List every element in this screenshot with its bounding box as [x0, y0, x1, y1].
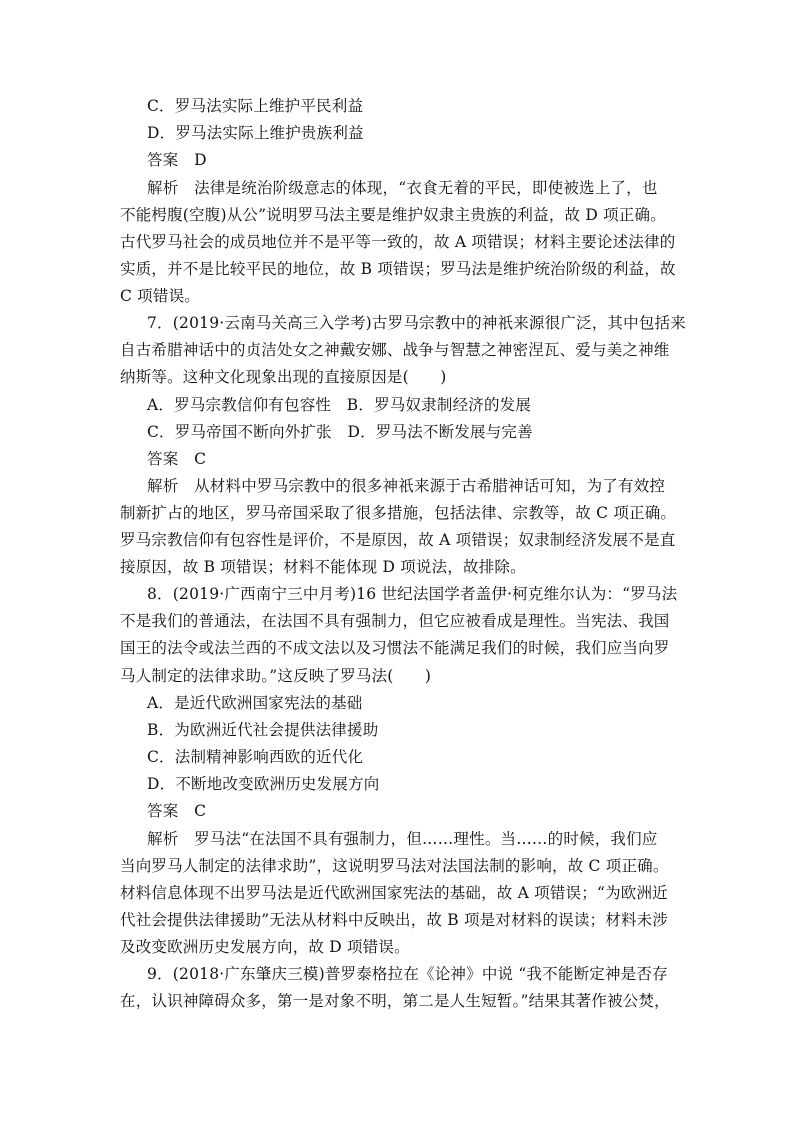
analysis-label: 解析 [147, 830, 179, 848]
q7-analysis-line-3: 罗马宗教信仰有包容性是评价，不是原因，故 A 项错误；奴隶制经济发展不是直 [120, 531, 676, 549]
q8-stem-line-1: 8．(2019·广西南宁三中月考)16 世纪法国学者盖伊·柯克维尔认为：“罗马法 [147, 585, 678, 603]
q7-analysis-line-2: 制新扩占的地区，罗马帝国采取了很多措施，包括法律、宗教等，故 C 项正确。 [120, 504, 677, 522]
q8-analysis-line-5: 及改变欧洲历史发展方向，故 D 项错误。 [120, 938, 410, 956]
answer-label: 答案 [147, 802, 179, 820]
q8-analysis-line-2: 当向罗马人制定的法律求助”，这说明罗马法对法国法制的影响，故 C 项正确。 [120, 857, 669, 875]
q8-stem-line-3: 国王的法令或法兰西的不成文法以及习惯法不能满足我们的时候，我们应当向罗 [120, 639, 670, 657]
q6-option-d: D．罗马法实际上维护贵族利益 [147, 124, 364, 142]
q7-analysis-line-1: 解析 从材料中罗马宗教中的很多神祇来源于古希腊神话可知，为了有效控 [147, 477, 666, 495]
q8-analysis-line-4: 代社会提供法律援助”无法从材料中反映出，故 B 项是对材料的误读；材料未涉 [120, 911, 669, 929]
analysis-label: 解析 [147, 179, 179, 197]
q6-analysis-line-4: 实质，并不是比较平民的地位，故 B 项错误；罗马法是维护统治阶级的利益，故 [120, 260, 676, 278]
answer-value: D [194, 151, 207, 169]
q9-stem-line-1: 9．(2018·广东肇庆三模)普罗泰格拉在《论神》中说 “我不能断定神是否存 [147, 965, 668, 983]
q8-option-c: C．法制精神影响西欧的近代化 [147, 748, 364, 766]
q6-analysis-line-5: C 项错误。 [120, 287, 200, 305]
q8-analysis-line-1: 解析 罗马法“在法国不具有强制力，但……理性。当……的时候，我们应 [147, 830, 658, 848]
q8-answer [147, 801, 206, 821]
q6-option-c: C．罗马法实际上维护平民利益 [147, 97, 364, 115]
answer-value: C [194, 802, 207, 820]
q7-stem-line-2: 自古希腊神话中的贞洁处女之神戴安娜、战争与智慧之神密涅瓦、爱与美之神维 [120, 341, 670, 359]
q6-analysis-line-3: 古代罗马社会的成员地位并不是平等一致的，故 A 项错误；材料主要论述法律的 [120, 233, 676, 251]
q6-answer [147, 150, 207, 170]
q7-options-cd: C．罗马帝国不断向外扩张 D．罗马法不断发展与完善 [147, 423, 533, 441]
q7-stem-line-1: 7．(2019·云南马关高三入学考)古罗马宗教中的神祇来源很广泛，其中包括来 [147, 314, 686, 332]
q8-stem-line-2: 不是我们的普通法，在法国不具有强制力，但它应被看成是理性。当宪法、我国 [120, 612, 670, 630]
q9-stem-line-2: 在，认识神障碍众多，第一是对象不明，第二是人生短暂。”结果其著作被公焚， [120, 992, 670, 1010]
q6-analysis-line-1: 解析 法律是统治阶级意志的体现，“衣食无着的平民，即使被选上了，也 [147, 179, 658, 197]
answer-label: 答案 [147, 450, 179, 468]
q7-stem-line-3: 纳斯等。这种文化现象出现的直接原因是( ) [120, 368, 447, 386]
q6-analysis-line-2: 不能枵腹(空腹)从公”说明罗马法主要是维护奴隶主贵族的利益，故 D 项正确。 [120, 206, 666, 224]
q8-analysis-line-3: 材料信息体现不出罗马法是近代欧洲国家宪法的基础，故 A 项错误；“为欧洲近 [120, 884, 668, 902]
q8-option-b: B．为欧洲近代社会提供法律援助 [147, 721, 379, 739]
answer-value: C [194, 450, 207, 468]
answer-label: 答案 [147, 151, 179, 169]
q8-option-a: A．是近代欧洲国家宪法的基础 [147, 694, 363, 712]
q8-stem-line-4: 马人制定的法律求助。”这反映了罗马法( ) [120, 667, 432, 685]
q7-answer [147, 449, 206, 469]
analysis-label: 解析 [147, 477, 179, 495]
q8-option-d: D．不断地改变欧洲历史发展方向 [147, 775, 380, 793]
q7-analysis-line-4: 接原因，故 B 项错误；材料不能体现 D 项说法，故排除。 [120, 558, 526, 576]
q7-options-ab: A．罗马宗教信仰有包容性 B．罗马奴隶制经济的发展 [147, 396, 532, 414]
